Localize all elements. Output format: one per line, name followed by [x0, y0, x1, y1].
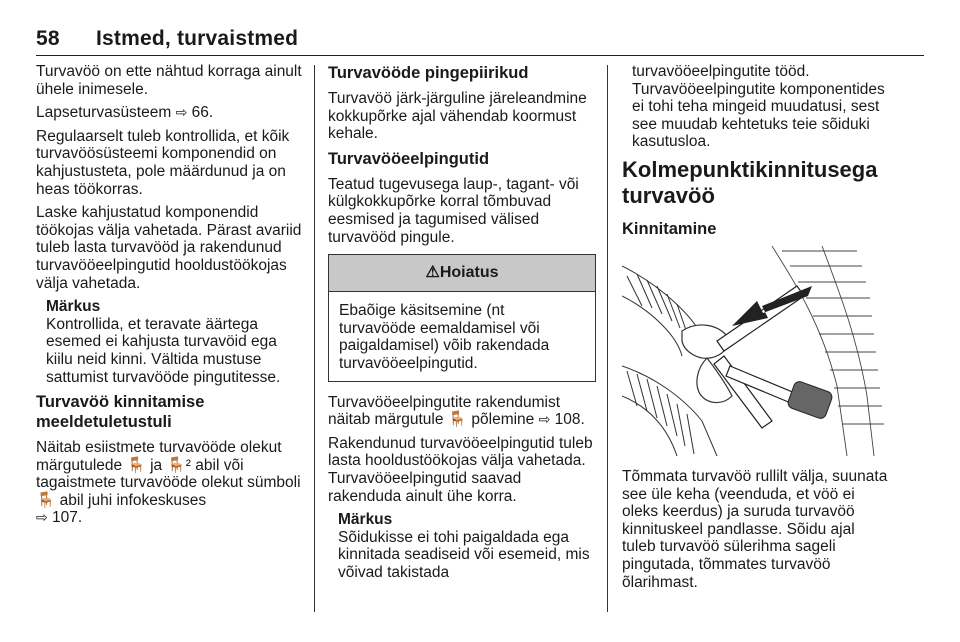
page-ref[interactable]: 107. — [52, 509, 83, 527]
seatbelt-rear-icon: 🪑² — [166, 456, 191, 474]
page-title: Istmed, turvaistmed — [96, 27, 299, 50]
note-title: Märkus — [338, 511, 393, 529]
seatbelt-illustration — [622, 246, 887, 456]
paragraph: Rakendunud turvavööeelpingutid tuleb lasta hooldustöökojas välja vahetada. Turvavööeelpingutid saavad rakenduda ainult ühe korra. — [328, 434, 593, 505]
warning-triangle-icon: ⚠ — [425, 264, 440, 282]
paragraph: Laske kahjustatud komponendid töökojas välja vahetada. Pärast avariid tuleb lasta turvavööd ja rakendunud turvavööeelpingutid hooldustöökojas välja vahetada. — [36, 204, 302, 292]
arrow-ref-icon: ⇨ — [175, 104, 188, 121]
warning-box — [328, 254, 596, 381]
page-header — [36, 27, 298, 51]
note-box — [36, 298, 306, 386]
paragraph: Turvavöö järk-järguline järeleandmine kokkupõrke ajal vähendab koormust kehale. — [328, 90, 587, 143]
warning-header — [329, 255, 595, 292]
warning-text: Ebaõige käsitsemine (nt turvavööde eemaldamisel või paigaldamisel) võib rakendada turvavööeelpingutid. — [339, 302, 550, 372]
subsection-heading: Kinnitamine — [622, 219, 717, 238]
paragraph: turvavööeelpingutite tööd. Turvavööeelpingutite komponentides ei tohi teha mingeid muudatusi, sest see muudab kehtetuks teie sõiduki kasutusloa. — [632, 63, 885, 151]
paragraph: Regulaarselt tuleb kontrollida, et kõik turvavöösüsteemi komponendid on kahjustusteta, pole määrdunud ja on heas töökorras. — [36, 127, 290, 198]
header-rule — [36, 55, 924, 56]
column-3 — [622, 63, 892, 597]
section-heading: Turvavööde pingepiirikud — [328, 64, 529, 82]
note-text: Sõidukisse ei tohi paigaldada ega kinnitada seadiseid või esemeid, mis võivad takistada — [338, 528, 590, 581]
section-heading: Kolmepunktikinnitusega turvavöö — [622, 156, 878, 208]
warning-title: Hoiatus — [439, 264, 499, 282]
section-heading: Turvavöö kinnitamise meeldetuletustuli — [36, 393, 205, 432]
paragraph: Tõmmata turvavöö rullilt välja, suunata see üle keha (veenduda, et vöö ei oleks keerdus) ja suruda turvavöö kinnituskeel pandlasse. Sõidu ajal tuleb turvavöö sülerihma sageli pingutada, tõmmates turvavöö õlarihmast. — [622, 467, 888, 591]
column-2 — [328, 63, 596, 587]
column-divider — [314, 65, 315, 612]
pretensioner-icon: 🪑 — [447, 411, 468, 429]
page-number: 58 — [36, 27, 60, 50]
seatbelt-icon: 🪑 — [36, 491, 56, 509]
paragraph: Teatud tugevusega laup-, tagant- või külgkokkupõrke korral tõmbuvad eesmised ja tagumised välised turvavööd pingule. — [328, 175, 579, 246]
seatbelt-icon: 🪑 — [126, 456, 146, 474]
page-ref[interactable]: 108. — [554, 411, 585, 429]
paragraph: Turvavööeelpingutite rakendumist näitab märgutule 🪑 põlemine ⇨ 108. — [328, 393, 585, 429]
paragraph: Lapseturvasüsteem ⇨ 66. — [36, 104, 214, 122]
column-1 — [36, 63, 306, 533]
paragraph: Näitab esiistmete turvavööde olekut märgutulede 🪑 ja 🪑² abil või tagaistmete turvavööde olekut sümboli 🪑 abil juhi infokeskuses ⇨ 107. — [36, 439, 301, 527]
page-ref[interactable]: 66. — [191, 104, 214, 122]
note-text: Kontrollida, et teravate äärtega esemed ei kahjusta turvavöid ega kiilu neid kinni. Vältida mustuse sattumist turvavööde pingutitesse. — [46, 315, 281, 386]
arrow-ref-icon: ⇨ — [36, 509, 48, 526]
section-heading: Turvavööeelpingutid — [328, 149, 490, 168]
arrow-ref-icon: ⇨ — [538, 411, 551, 428]
column-divider — [607, 65, 608, 612]
note-box — [328, 511, 596, 581]
paragraph: Turvavöö on ette nähtud korraga ainult ühele inimesele. — [36, 63, 302, 98]
note-title: Märkus — [46, 298, 101, 316]
